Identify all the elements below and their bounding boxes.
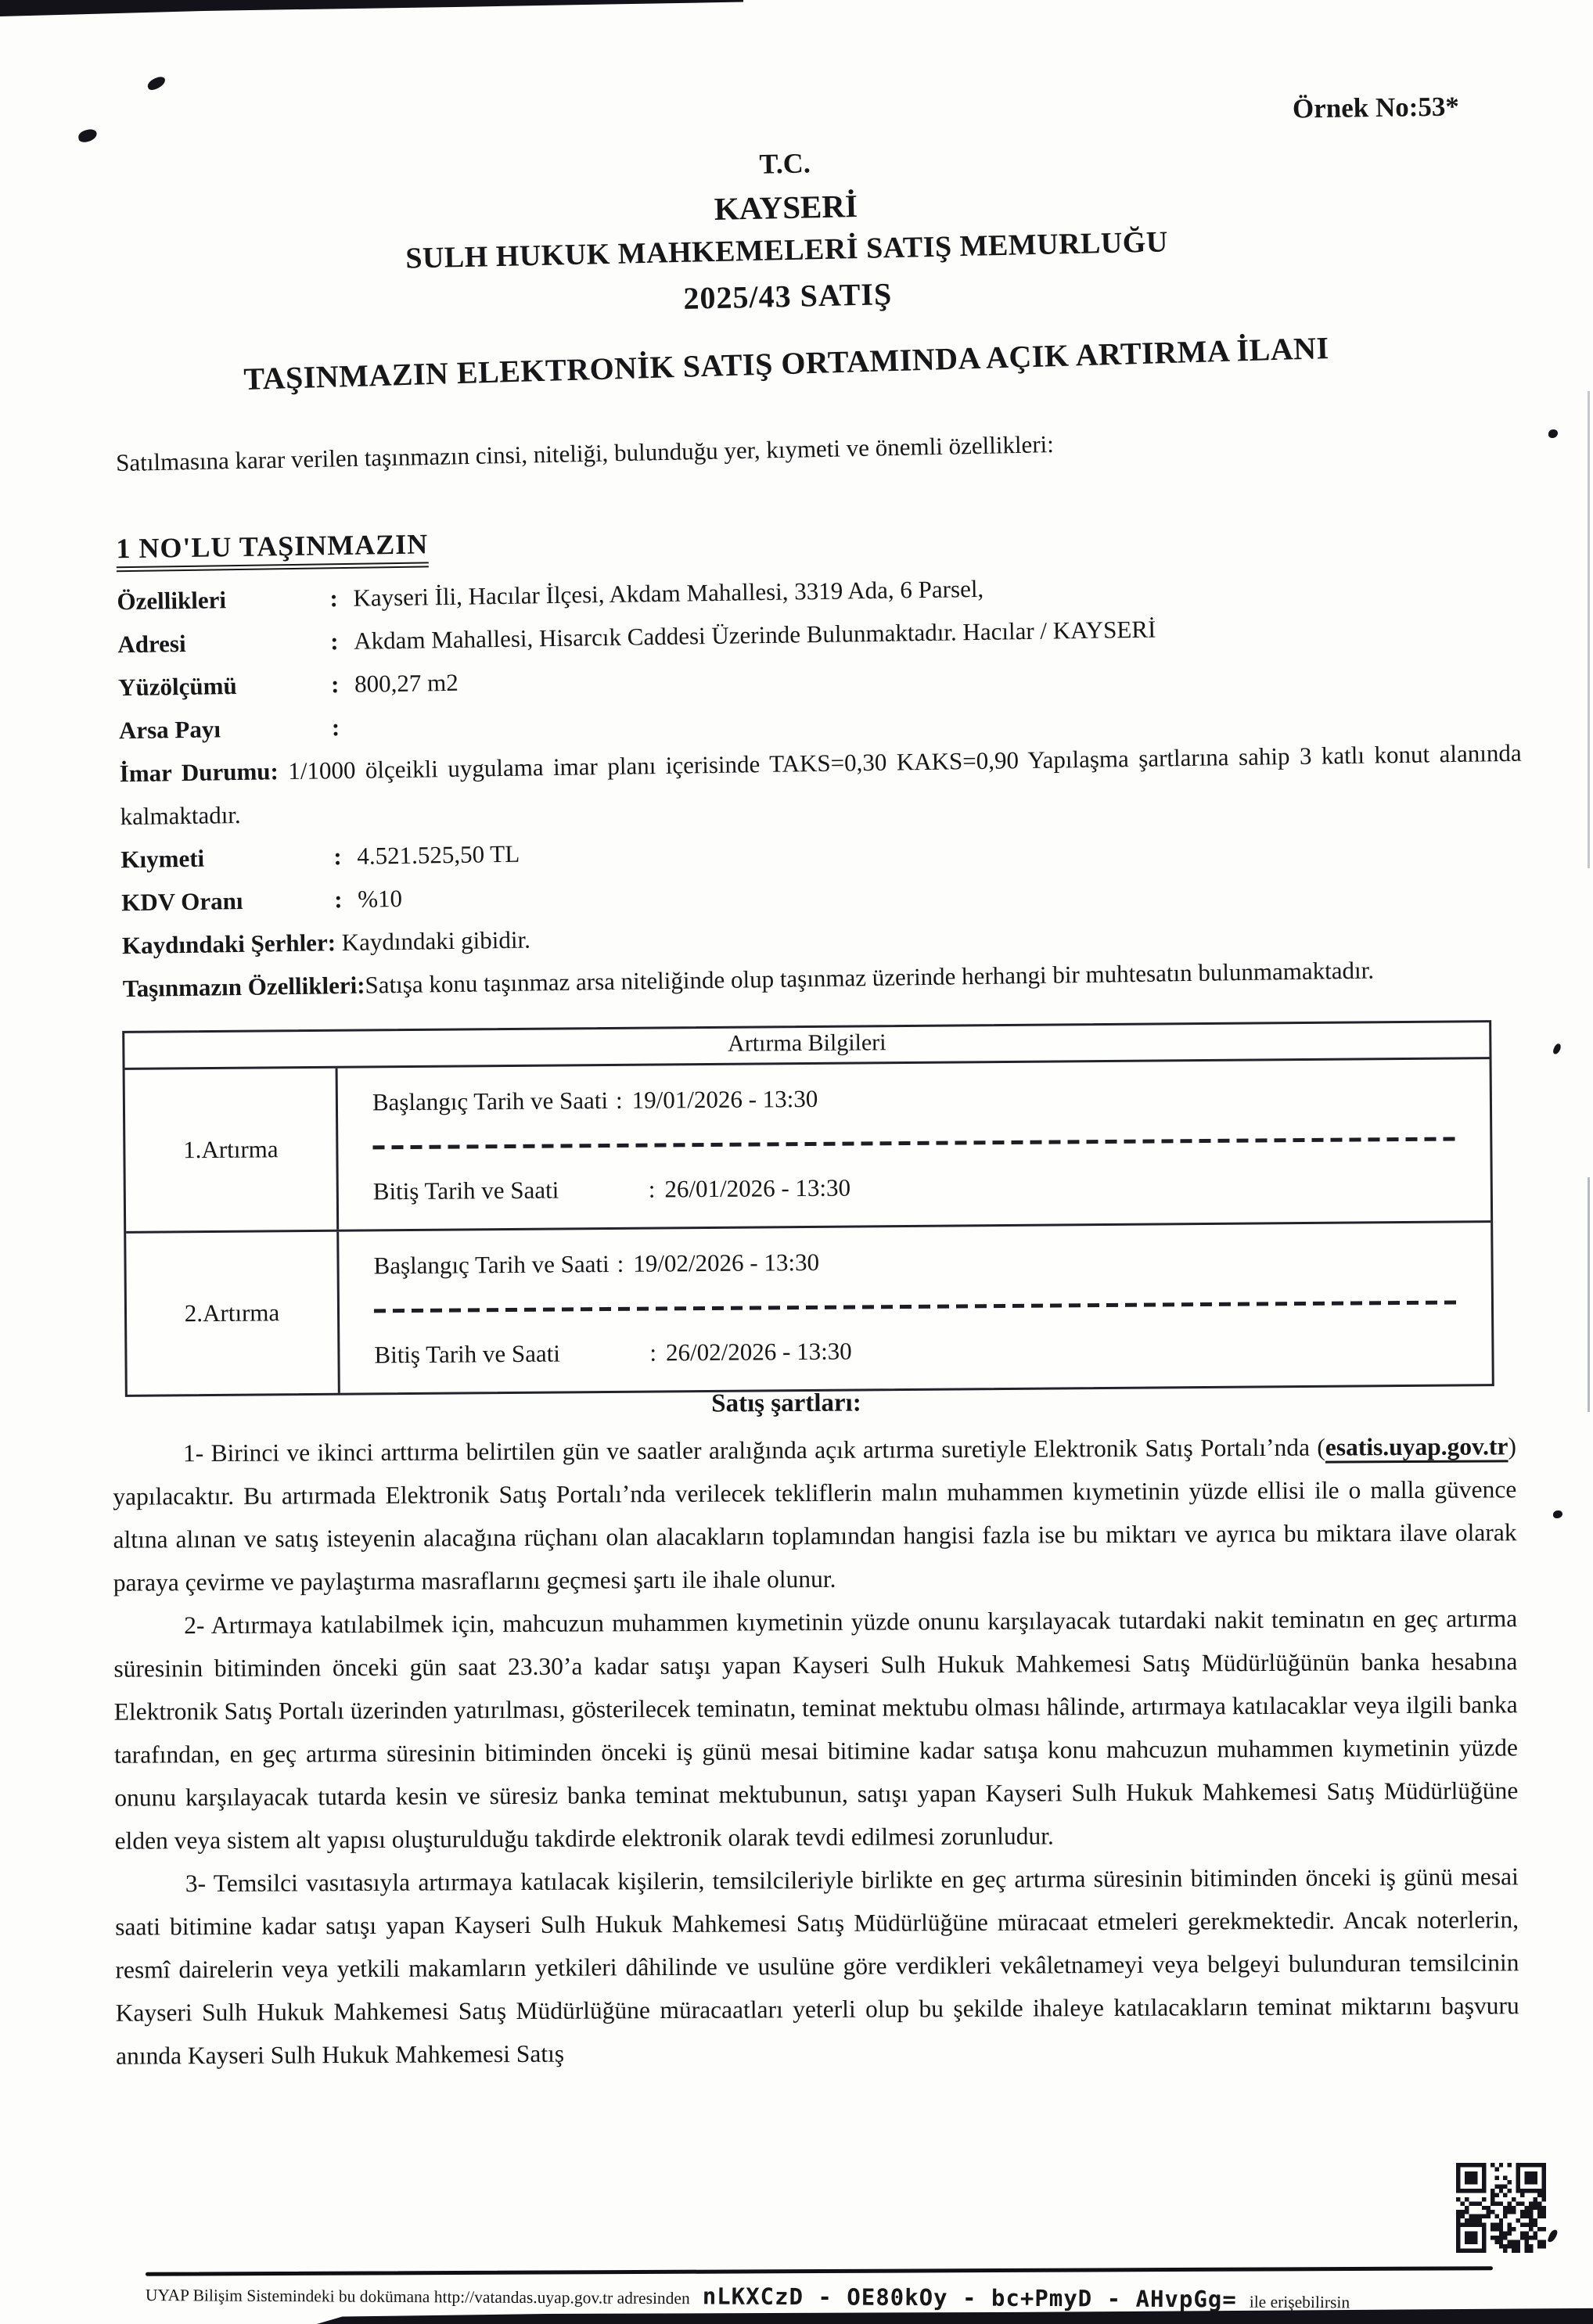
auction-row-2: [126, 1220, 1492, 1395]
ink-mark: [146, 75, 167, 92]
colon: :: [615, 1086, 623, 1114]
auction-end-line: [374, 1332, 1460, 1369]
ink-mark: [1553, 1510, 1562, 1518]
field-value: Satışa konu taşınmaz arsa niteliğinde olup taşınmaz üzerinde herhangi bir muhtesatın bulunmamaktadır.: [365, 956, 1375, 999]
field-label: Özellikleri: [117, 586, 227, 616]
scan-edge-artifact-top: [0, 0, 743, 16]
scan-edge-line: [1588, 1177, 1590, 1412]
footer-divider-line: [146, 2266, 1493, 2276]
colon: :: [329, 584, 339, 612]
auction-info-table: [122, 1020, 1494, 1397]
auction-name: 1.Artırma: [125, 1069, 340, 1231]
qr-code: [1456, 2163, 1546, 2253]
colon: :: [330, 627, 339, 656]
colon: :: [330, 670, 340, 699]
field-label: KDV Oranı: [120, 886, 243, 917]
terms-paragraph-1: [113, 1424, 1517, 1604]
scan-edge-line: [1588, 391, 1590, 868]
property-heading: 1 NO'LU TAŞINMAZIN: [116, 526, 428, 572]
field-value: Kaydındaki gibidir.: [341, 925, 531, 957]
property-section: [116, 508, 1525, 1011]
case-number: 2025/43 SATIŞ: [682, 276, 893, 316]
dashed-divider: [374, 1300, 1457, 1313]
footer: [146, 2279, 1538, 2315]
intro-line: Satılmasına karar verilen taşınmazın cinsi, niteliği, bulunduğu yer, kıymeti ve önemli özellikleri:: [115, 430, 1055, 477]
field-label: İmar Durumu:: [119, 757, 279, 788]
field-label: Kaydındaki Şerhler:: [121, 929, 336, 960]
auction-dates-cell: [338, 1059, 1491, 1230]
start-value: 19/01/2026 - 13:30: [631, 1084, 818, 1114]
field-value: 1/1000 ölçeikli uygulama imar planı içerisinde TAKS=0,30 KAKS=0,90 Yapılaşma şartlarına sahip 3 katlı konut alanında kalmaktadır.: [120, 738, 1522, 831]
end-value: 26/02/2026 - 13:30: [665, 1337, 852, 1367]
footer-access-text: UYAP Bilişim Sistemindeki bu dokümana http://vatandas.uyap.gov.tr adresinden: [145, 2285, 690, 2308]
court-header: [0, 130, 1574, 332]
auction-start-line: [372, 1079, 1458, 1116]
auction-dates-cell: [339, 1223, 1492, 1393]
footer-verification-code: nLKXCzD - OE80kOy - bc+PmyD - AHvpGg=: [702, 2283, 1237, 2313]
colon: :: [648, 1175, 656, 1203]
end-value: 26/01/2026 - 13:30: [664, 1173, 851, 1203]
end-label: Bitiş Tarih ve Saati: [374, 1339, 561, 1369]
ink-mark: [1548, 2229, 1559, 2243]
start-value: 19/02/2026 - 13:30: [633, 1248, 820, 1277]
auction-row-1: [125, 1059, 1491, 1231]
colon: :: [649, 1338, 657, 1367]
document-title: TAŞINMAZIN ELEKTRONİK SATIŞ ORTAMINDA AÇIK ARTIRMA İLANI: [243, 330, 1330, 397]
footer-access-suffix: ile erişebilirsin: [1249, 2292, 1350, 2312]
dashed-divider: [372, 1137, 1455, 1149]
field-label: Arsa Payı: [118, 715, 221, 745]
terms-paragraph-3: 3- Temsilci vasıtasıyla artırmaya katılacak kişilerin, temsilcileriyle birlikte en geç artırma süresinin bitiminden önceki iş günü mesai saati bitimine kadar satışı yapan Kayseri Sulh Hukuk Mahkemesi Satış Müdürlüğüne müracaat etmeleri gerekmektedir. Ancak noterlerin, resmî dairelerin veya yetkili makamların yetkileri dâhilinde ve usulüne göre verdikleri vekâletnameyi veya belgeyi bulunduran temsilcinin Kayseri Sulh Hukuk Mahkemesi Satış Müdürlüğüne müracaatları yeterli olup bu şekilde ihaleye katılacakların teminat miktarını başvuru anında Kayseri Sulh Hukuk Mahkemesi Satış: [115, 1862, 1519, 2070]
ornek-no: Örnek No:53*: [1292, 91, 1460, 124]
end-label: Bitiş Tarih ve Saati: [372, 1176, 559, 1205]
ink-mark: [1548, 429, 1558, 438]
field-value: 800,27 m2: [354, 668, 458, 698]
colon: :: [333, 885, 343, 914]
auction-name: 2.Artırma: [126, 1232, 340, 1395]
field-label: Adresi: [117, 629, 186, 659]
field-value: Akdam Mahallesi, Hisarcık Caddesi Üzerinde Bulunmaktadır. Hacılar / KAYSERİ: [354, 615, 1156, 655]
colon: :: [331, 713, 340, 742]
field-label: Yüzölçümü: [117, 672, 237, 702]
ink-mark: [1552, 1043, 1562, 1055]
ink-mark: [77, 128, 99, 144]
field-value: Kayseri İli, Hacılar İlçesi, Akdam Mahallesi, 3319 Ada, 6 Parsel,: [353, 574, 984, 612]
auction-start-line: [373, 1243, 1459, 1280]
terms-section: [113, 1424, 1519, 2077]
court-office-name: SULH HUKUK MAHKEMELERİ SATIŞ MEMURLUĞU: [405, 225, 1169, 275]
qr-code-svg: [1456, 2163, 1546, 2253]
esatis-portal-link: esatis.uyap.gov.tr: [1325, 1432, 1508, 1461]
colon: :: [333, 842, 342, 871]
city-name: KAYSERİ: [714, 188, 858, 227]
terms-paragraph-2: 2- Artırmaya katılabilmek için, mahcuzun muhammen kıymetinin yüzde onunu karşılayacak tutardaki nakit teminatın en geç artırma süresinin bitiminden önceki gün saat 23.30’a kadar satışı yapan Kayseri Sulh Hukuk Mahkemesi Satış Müdürlüğünün banka hesabına Elektronik Satış Portalı üzerinden yatırılması, gösterilecek teminatın, teminat mektubu olması hâlinde, artırmaya katılacaklar veya ilgili banka tarafından, en geç artırma süresinin bitiminden önceki iş günü mesai bitimine kadar satışa konu mahcuzun muhammen kıymetinin yüzde onunu karşılayacak tutarda kesin ve süresiz banka teminat mektubunun, satışı yapan Kayseri Sulh Hukuk Mahkemesi Satış Müdürlüğüne elden veya sistem alt yapısı oluşturulduğu takdirde elektronik olarak tevdi edilmesi zorunludur.: [113, 1604, 1519, 1855]
field-label: Kıymeti: [120, 844, 205, 874]
start-label: Başlangıç Tarih ve Saati: [373, 1250, 610, 1280]
republic-label: T.C.: [759, 147, 811, 180]
colon: :: [617, 1249, 624, 1277]
field-value: %10: [357, 884, 403, 913]
start-label: Başlangıç Tarih ve Saati: [372, 1087, 609, 1116]
auction-table-title: Artırma Bilgileri: [124, 1022, 1489, 1070]
p1-before: 1- Birinci ve ikinci arttırma belirtilen gün ve saatler aralığında açık artırma suretiyle Elektronik Satış Portalı’nda (: [182, 1433, 1325, 1467]
auction-end-line: [373, 1169, 1459, 1205]
p1-after: ) yapılacaktır. Bu artırmada Elektronik Satış Portalı’nda verilecek tekliflerin malın muhammen kıymetinin yüzde ellisi ile o malla güvence altına alınan ve satış isteyenin alacağına rüçhanı olan alacakların toplamından hangisi fazla ise bu miktarı ve ayrıca bu miktara ilave olarak paraya çevirme ve paylaştırma masraflarını geçmesi şartı ile ihale olunur.: [113, 1432, 1517, 1597]
terms-heading: Satış şartları:: [711, 1388, 861, 1418]
field-value: 4.521.525,50 TL: [357, 839, 520, 870]
field-label: Taşınmazın Özellikleri:: [122, 971, 365, 1003]
